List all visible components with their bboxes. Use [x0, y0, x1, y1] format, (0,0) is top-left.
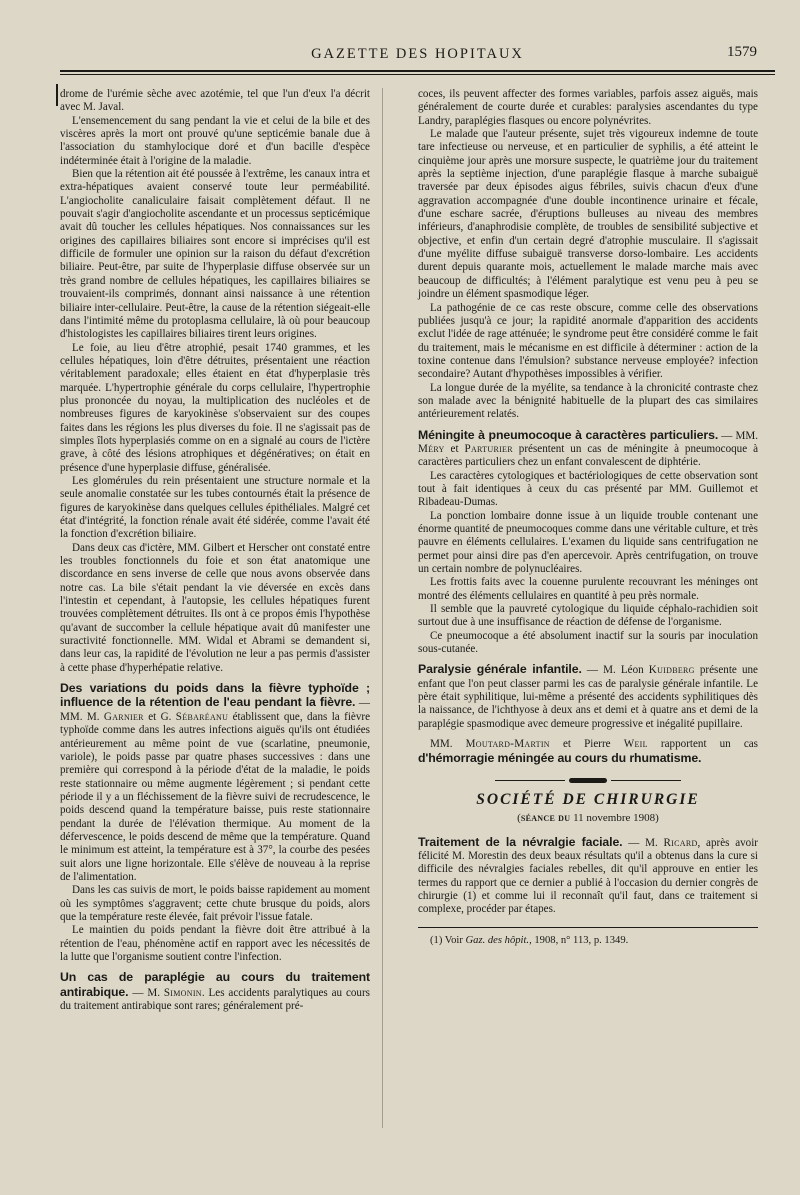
citation-source: Gaz. des hôpit.	[465, 934, 530, 946]
paragraph: La ponction lombaire donne issue à un liquide trouble contenant une énorme quantité de pneumocoques comme dans une véritable culture, et très pauvre en éléments cellulaires. L'examen du liquide sans centrifugation ne permet pour ainsi dire pas d'en apercevoir. Après centrifugation, on trouve un certain nombre de polynucléaires.	[418, 509, 758, 576]
footnote: (1) Voir Gaz. des hôpit., 1908, n° 113, p. 1349.	[430, 934, 629, 946]
section-heading: Paralysie générale infantile.	[418, 662, 582, 677]
paragraph: Dans les cas suivis de mort, le poids baisse rapidement au moment où les symptômes s'aggravent; cette chute brusque du poids, alors que la température reste élevée, fait prévoir l'issue fatale.	[60, 884, 370, 923]
society-title: SOCIÉTÉ DE CHIRURGIE	[476, 790, 700, 808]
section-meningeal-hemorrhage: MM. Moutard-Martin et Pierre Weil rapportent un cas d'hémorragie méningée au cours du rhumatisme.	[418, 738, 758, 765]
paragraph: Les glomérules du rein présentaient une structure normale et la seule anomalie constatée sur les tubes contournés était la présence de figures de karyokinèse dans quelques cellules épithéliales. Malgré cet état d'intégrité, la fonction rénale avait été sidérée, comme l'avait été la fonction d'excrétion biliaire.	[60, 474, 370, 541]
paragraph: coces, ils peuvent affecter des formes variables, parfois assez aiguës, mais généralement de courte durée et curables: paralysies ascendantes du type Landry, paraplégies flasques ou encore polynévrites.	[418, 88, 758, 127]
paragraph: Les frottis faits avec la couenne purulente recouvrant les méninges ont montré des éléments cellulaires en quantité à peu près normale.	[418, 576, 758, 602]
section-antirabic-paraplegia: Un cas de paraplégie au cours du traitement antirabique. — M. Simonin. Les accidents paralytiques au cours du traitement antirabique sont rares; généralement pré-	[60, 970, 370, 1013]
author-name: Weil	[623, 738, 648, 751]
paragraph: Le maintien du poids pendant la fièvre doit être attribué à la rétention de l'eau, phénomène actif en rapport avec les nécessités de la lutte que l'organisme soutient contre l'infection.	[60, 924, 370, 963]
paragraph: L'ensemencement du sang pendant la vie et celui de la bile et des viscères après la mort ont prouvé qu'une septicémie banale due à l'association du stamhylocique doré et d'un bacille d'espèce indéterminée était à l'origine de la maladie.	[60, 114, 370, 167]
column-divider	[382, 88, 383, 1128]
section-heading: d'hémorragie méningée au cours du rhumatisme.	[418, 750, 702, 765]
section-pneumococcal-meningitis: Méningite à pneumocoque à caractères particuliers. — MM. Méry et Parturier présentent un cas de méningite à pneumocoque à caractères particuliers chez un enfant convalescent de diphtérie.	[418, 427, 758, 469]
author-name: Sébaréanu	[175, 710, 229, 723]
author-name: Parturier	[464, 442, 513, 455]
paragraph: La longue durée de la myélite, sa tendance à la chronicité contraste chez son malade avec la bénignité habituelle de la plupart des cas similaires antérieurement relatés.	[418, 381, 758, 421]
paragraph: Le foie, au lieu d'être atrophié, pesait 1740 grammes, et les cellules hépatiques, loin d'être détruites, présentaient une réaction véritablement paradoxale; elles étaient en état d'hyperplasie très marquée. L'hypertrophie générale du corps cellulaire, l'hypertrophie plus prononcée du noyau, la multiplication des nucléoles et de nombreuses figures de karyokinèse s'observaient sur des coupes faites dans les régions les plus diverses du foie. Il ne s'agissait pas de simples îlots hyperplasiés comme on en a signalé au cours de l'ictère grave, à côté des lésions atrophiques et dégénératives; on était en présence d'une hyperplasie diffuse, généralisée.	[60, 341, 370, 474]
author-name: Simonin	[163, 986, 202, 999]
right-column	[418, 88, 758, 947]
author-name: Garnier	[103, 710, 144, 723]
section-heading: Méningite à pneumocoque à caractères particuliers.	[418, 427, 719, 442]
section-separator	[418, 778, 758, 783]
session-date: (séance du 11 novembre 1908)	[517, 812, 659, 825]
running-title: GAZETTE DES HOPITAUX	[311, 46, 524, 62]
section-heading: Un cas de paraplégie au cours du traitement antirabique.	[60, 970, 370, 999]
page-number: 1579	[727, 44, 757, 60]
ornament-icon	[569, 778, 607, 783]
section-typhoid-weight: Des variations du poids dans la fièvre typhoïde ; influence de la rétention de l'eau pendant la fièvre. — MM. M. Garnier et G. Sébaréanu établissent que, dans la fièvre typhoïde comme dans les autres infections aiguës qu'ils ont étudiées antérieurement au même point de vue (scarlatine, pneumonie, variole), le poids passe par quatre phases successives : dans une première qui correspond à la période d'état de la maladie, le poids reste stationnaire ou même augmente légèrement ; si pendant cette période il y a un fléchissement de la fièvre suivi de recrudescence, le poids descend quand la température baisse, puis reste stationnaire pendant la durée de l'élévation thermique. Au moment de la défervescence, le poids descend de même que la température. Quand le minimum est atteint, la température est à 37°, la courbe des pesées suit alors une ligne horizontale. Elle s'élève de nouveau à la reprise de l'alimentation.	[60, 681, 371, 883]
left-column	[60, 88, 370, 1013]
author-name: Méry	[418, 442, 445, 455]
paragraph: Dans deux cas d'ictère, MM. Gilbert et Herscher ont constaté entre les troubles fonctionnels du foie et son état anatomique une discordance en sens inverse de celle que nous avons observée dans notre cas. La bile s'était pendant la vie déversée en excès dans l'intestin et cependant, à l'autopsie, les cellules hépatiques furent trouvées complètement détruites. Ils ont à ce propos émis l'hypothèse qu'avant de succomber la cellule hépatique avait dû manifester une suractivité fonctionnelle. MM. Widal et Abrami se demandent si, dans leur cas, la rapidité de l'évolution ne leur a pas permis d'assister à cette phase d'hyperhépatie relative.	[60, 541, 370, 674]
author-name: Kuidberg	[648, 664, 695, 677]
paragraph: Le malade que l'auteur présente, sujet très vigoureux indemne de toute tare infectieuse ou nerveuse, et en particulier de syphilis, a été atteint le cinquième jour après une morsure suspecte, le quatrième jour du traitement après la septième injection, d'une paraplégie flasque à marche subaiguë traversée par deux épisodes aigus fébriles, suivis chacun d'eux d'une aggravation accompagnée d'une double incontinence urinaire et fécale, d'une eschare sacrée, d'éruptions bulleuses au niveau des membres inférieurs, d'anaphrodisie complète, de troubles de sensibilité subjective et objective, et enfin d'un certain degré d'atrophie musculaire. Il s'agissait d'une myélite diffuse subaiguë transverse dorso-lombaire. Les accidents durent depuis quarante mois, actuellement le malade marche mais avec beaucoup de difficultés; à l'élément paralytique est venu peu à peu se joindre un élément spasmodique léger.	[418, 128, 758, 301]
paragraph: Les caractères cytologiques et bactériologiques de cette observation sont tout à fait identiques à ceux du cas présenté par MM. Guillemot et Ribadeau-Dumas.	[418, 469, 758, 509]
section-heading: Traitement de la névralgie faciale.	[418, 834, 623, 849]
footnote-rule	[418, 927, 758, 928]
paragraph: Bien que la rétention ait été poussée à l'extrême, les canaux intra et extra-hépatiques avaient conservé toute leur perméabilité. L'angiocholite canaliculaire faisait complètement défaut. Il ne pouvait s'agir d'angiocholite ascendante et un processus septicémique avait dû toucher les cellules hépatiques. Nos connaissances sur les origines des capillaires biliaires sont encore si imprécises qu'il est difficile de formuler une opinion sur la raison du défaut d'excrétion biliaire. Peut-être, par suite de l'hyperplasie diffuse observée sur un très grand nombre de cellules hépatiques, les capillaires biliaires se trouvaient-ils comprimés, donnant ainsi naissance à une rétention biliaire inter-cellulaire. Peut-être, la cause de la rétention siégeait-elle dans l'intimité même du protoplasma cellulaire, là où pour beaucoup d'histologistes les capillaires biliaires tirent leurs origines.	[60, 168, 370, 341]
section-heading: Des variations du poids dans la fièvre typhoïde ; influence de la rétention de l'eau pendant la fièvre.	[60, 681, 370, 710]
paragraph: Il semble que la pauvreté cytologique du liquide céphalo-rachidien soit surtout due à une insuffisance de réaction de défense de l'organisme.	[418, 603, 758, 629]
paragraph: drome de l'urémie sèche avec azotémie, tel que l'un d'eux l'a décrit avec M. Javal.	[60, 88, 370, 114]
section-facial-neuralgia: Traitement de la névralgie faciale. — M. Ricard, après avoir félicité M. Morestin des deux beaux résultats qu'il a obtenus dans la cure si difficile des névralgies faciales rebelles, dit qu'il approuve en entier les termes du rapport que ce dernier a publié à l'occasion du dernier congrès de chirurgie (1) et comme lui il reconnaît qu'il faut, dans ce traitement si complexe, procéder par étapes.	[418, 834, 758, 916]
header-rule-thick	[60, 70, 775, 72]
margin-mark	[56, 84, 58, 106]
running-header	[60, 40, 775, 64]
paragraph: Ce pneumocoque a été absolument inactif sur la souris par inoculation sous-cutanée.	[418, 629, 758, 656]
paragraph: La pathogénie de ce cas reste obscure, comme celle des observations publiées jusqu'à ce jour; la rapidité anormale d'apparition des accidents exclut l'idée de rage atténuée; le syndrome peut être considéré comme le fait du traitement, mais le mécanisme en est difficile à déterminer : action de la toxine contenue dans l'émulsion? substance nerveuse employée? infection secondaire? Autant d'hypothèses impossibles à vérifier.	[418, 301, 758, 381]
header-rule-thin	[60, 74, 775, 75]
author-name: Moutard-Martin	[465, 738, 550, 751]
author-name: Ricard	[663, 836, 698, 849]
section-infantile-paralysis: Paralysie générale infantile. — M. Léon Kuidberg présente une enfant que l'on peut classer parmi les cas de paralysie générale infantile. Le père était syphilitique, lui-même a présenté des accidents syphilitiques dès la naissance, de l'ichthyose à deux ans et demi et à quatre ans et demi de la paraplégie spasmodique avec demeure progressive et inégalité pupillaire.	[418, 662, 758, 730]
